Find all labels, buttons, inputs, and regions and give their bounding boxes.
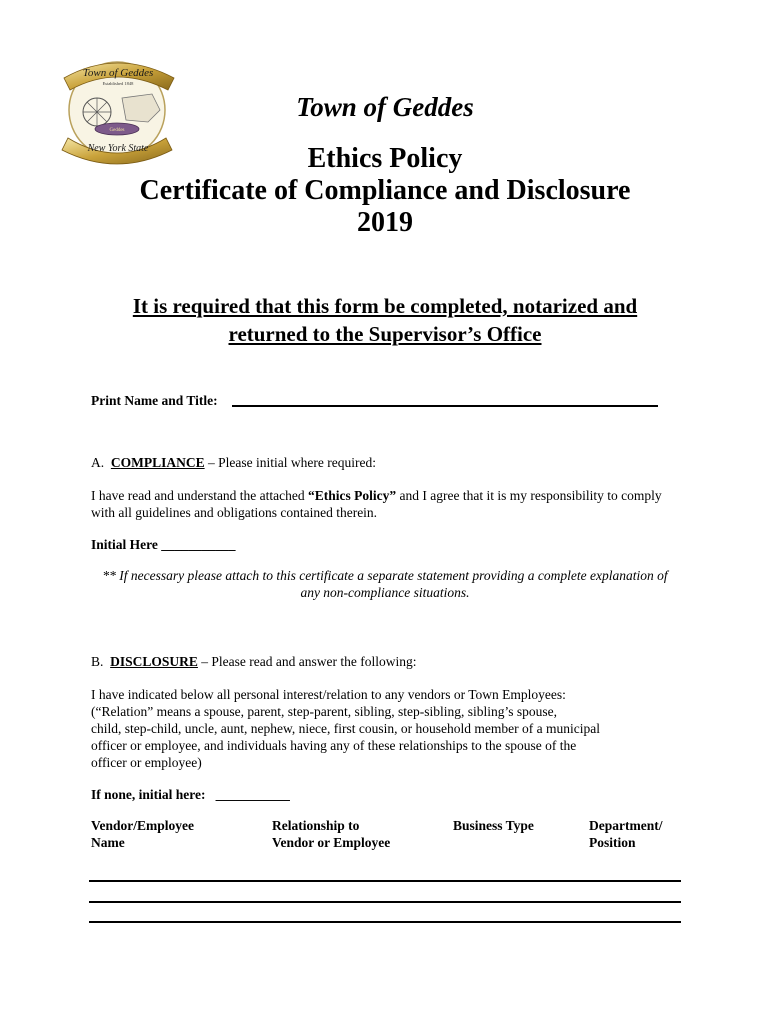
column-header-line1: Relationship to <box>272 818 360 833</box>
column-header-vendor <box>91 817 194 851</box>
note-line2: any non-compliance situations. <box>300 585 470 600</box>
policy-title <box>0 143 770 239</box>
section-a-title: COMPLIANCE <box>110 455 205 470</box>
section-a-heading <box>91 454 376 471</box>
entry-line-3[interactable] <box>89 921 681 923</box>
column-header-relationship <box>272 817 390 851</box>
column-header-line1: Department/ <box>589 818 663 833</box>
if-none-blank[interactable]: ___________ <box>215 787 290 802</box>
section-b-instruction: – Please read and answer the following: <box>197 654 417 669</box>
section-b-title: DISCLOSURE <box>110 654 198 669</box>
disclosure-line: officer or employee) <box>91 755 202 770</box>
section-a-instruction: – Please initial where required: <box>204 455 376 470</box>
required-notice-line1: It is required that this form be completed, notarized and <box>132 294 638 318</box>
seal-top-text: Town of Geddes <box>82 67 154 79</box>
print-name-label: Print Name and Title: <box>91 393 218 408</box>
column-header-line2: Name <box>91 835 125 850</box>
town-title-text: Town of Geddes <box>296 92 474 122</box>
required-notice-line2: returned to the Supervisor’s Office <box>228 322 542 346</box>
seal-bottom-text: New York State <box>87 143 149 154</box>
entry-line-1[interactable] <box>89 880 681 882</box>
section-b-heading <box>91 653 416 670</box>
column-header-business-type <box>453 817 534 834</box>
column-header-line1: Vendor/Employee <box>91 818 195 833</box>
if-none-row <box>91 786 290 803</box>
policy-title-line2: Certificate of Compliance and Disclosure <box>139 175 631 206</box>
column-header-department <box>589 817 662 851</box>
disclosure-text <box>91 686 600 771</box>
column-header-line2: Position <box>589 835 636 850</box>
initial-here-label: Initial Here <box>91 537 158 552</box>
town-title <box>0 92 770 123</box>
initial-here-blank[interactable]: ___________ <box>161 537 236 552</box>
section-a-text-before: I have read and understand the attached <box>91 488 309 503</box>
initial-here-row <box>91 536 236 553</box>
policy-year: 2019 <box>357 207 413 238</box>
disclosure-line: officer or employee, and individuals having any of these relationships to the spouse of the <box>91 738 577 753</box>
disclosure-line: (“Relation” means a spouse, parent, step-parent, sibling, step-sibling, sibling’s spouse, <box>91 704 558 719</box>
non-compliance-note <box>80 567 690 601</box>
seal-sub-text: Established 1848 <box>102 81 134 86</box>
note-line1: ** If necessary please attach to this certificate a separate statement providing a complete explanation of <box>102 568 668 583</box>
policy-title-line1: Ethics Policy <box>307 143 463 174</box>
column-header-line1: Business Type <box>453 818 534 833</box>
ethics-policy-ref: “Ethics Policy” <box>308 488 397 503</box>
seal-banner-text: Geddes <box>109 128 125 133</box>
section-a-text-line2: with all guidelines and obligations contained therein. <box>91 505 378 520</box>
disclosure-line: child, step-child, uncle, aunt, nephew, niece, first cousin, or household member of a municipal <box>91 721 600 736</box>
if-none-label: If none, initial here: <box>91 787 206 802</box>
section-a-statement <box>91 487 662 521</box>
entry-line-2[interactable] <box>89 901 681 903</box>
section-b-letter: B. <box>91 654 104 669</box>
required-notice <box>0 292 770 348</box>
disclosure-line: I have indicated below all personal interest/relation to any vendors or Town Employees: <box>91 687 566 702</box>
print-name-line[interactable] <box>232 405 658 407</box>
section-a-letter: A. <box>91 455 105 470</box>
column-header-line2: Vendor or Employee <box>272 835 391 850</box>
section-a-text-after: and I agree that it is my responsibility to comply <box>396 488 662 503</box>
